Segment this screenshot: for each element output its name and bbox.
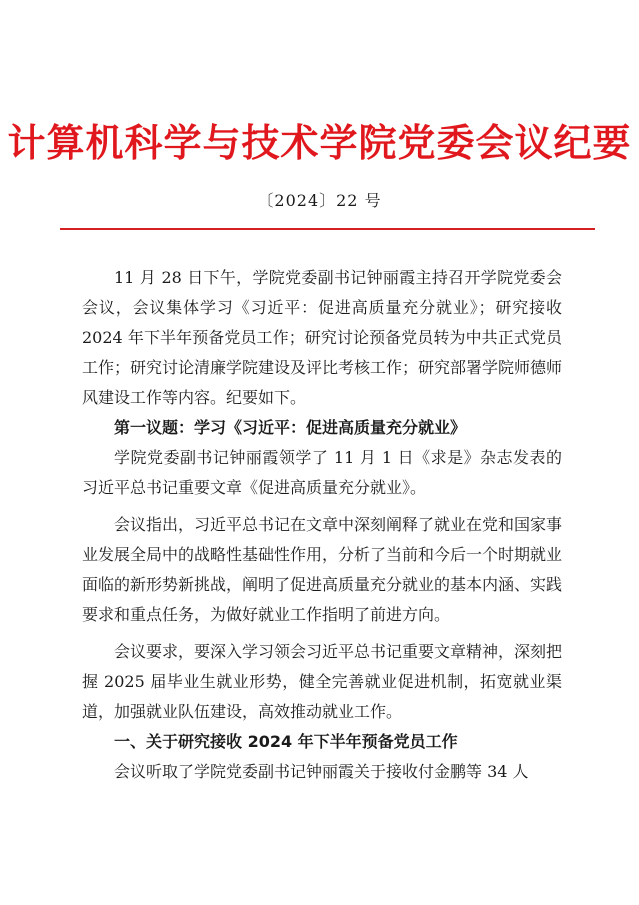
topic1-heading: 第一议题：学习《习近平：促进高质量充分就业》	[114, 418, 467, 437]
document-number: 〔2024〕22 号	[257, 191, 382, 210]
topic1-paragraph-2: 会议指出，习近平总书记在文章中深刻阐释了就业在党和国家事业发展全局中的战略性基础性作用，分析了当前和今后一个时期就业面临的新形势新挑战，阐明了促进高质量充分就业的基本内涵、实践要求和重点任务，为做好就业工作指明了前进方向。	[82, 515, 563, 624]
intro-paragraph: 11 月 28 日下午，学院党委副书记钟丽霞主持召开学院党委会会议，会议集体学习《习近平：促进高质量充分就业》；研究接收 2024 年下半年预备党员工作；研究讨论预备党员转为中共正式党员工作；研究讨论清廉学院建设及评比考核工作；研究部署学院师德师风建设工作等内容。纪要如下。	[82, 268, 563, 407]
topic1-paragraph-3: 会议要求，要深入学习领会习近平总书记重要文章精神，深刻把握 2025 届毕业生就业形势，健全完善就业促进机制，拓宽就业渠道，加强就业队伍建设，高效推动就业工作。	[82, 642, 563, 721]
topic1-paragraph-1: 学院党委副书记钟丽霞领学了 11 月 1 日《求是》杂志发表的习近平总书记重要文章《促进高质量充分就业》。	[82, 448, 562, 497]
document-body	[82, 263, 562, 787]
document-title: 计算机科学与技术学院党委会议纪要	[7, 120, 632, 165]
section1-heading: 一、关于研究接收 2024 年下半年预备党员工作	[114, 732, 458, 751]
section1-paragraph-1: 会议听取了学院党委副书记钟丽霞关于接收付金鹏等 34 人	[114, 762, 529, 781]
red-divider-line	[60, 228, 595, 230]
